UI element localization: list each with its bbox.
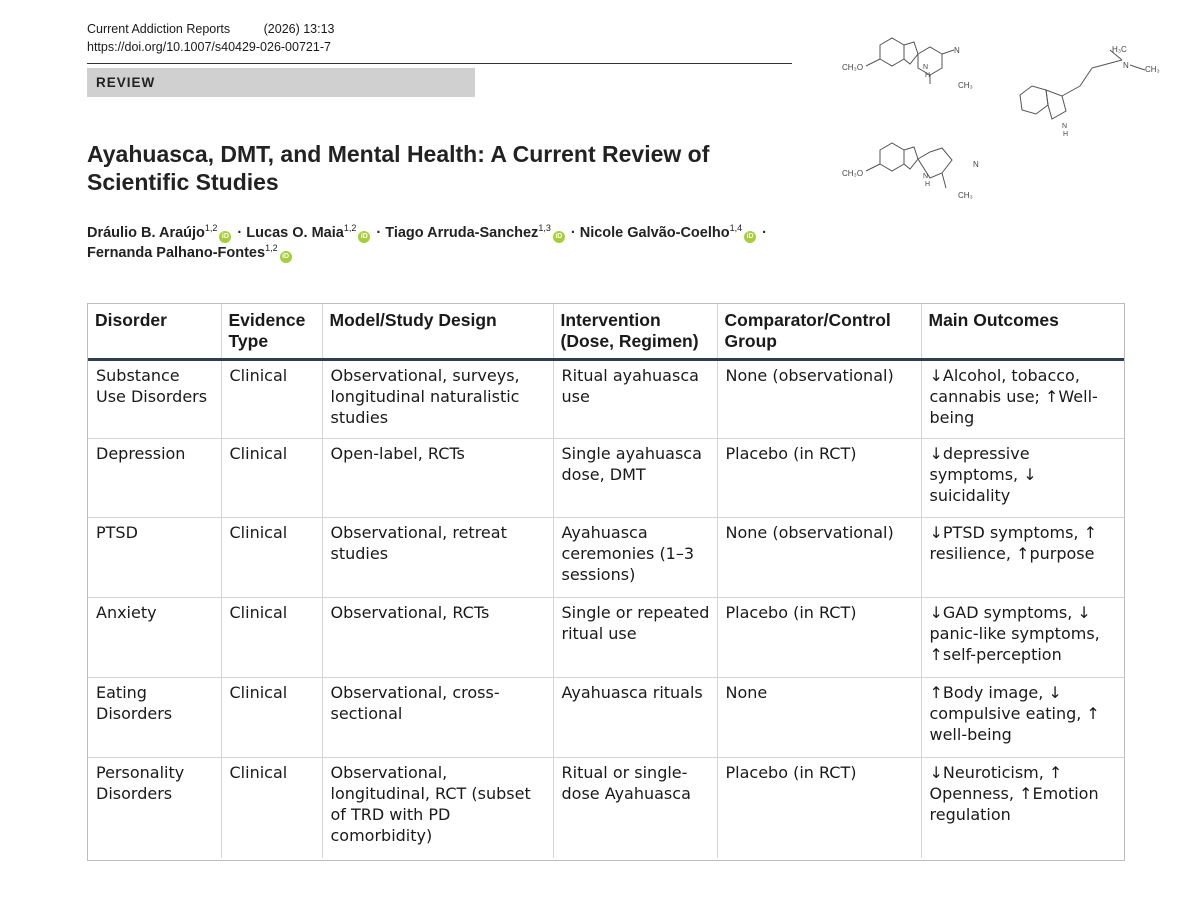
table-cell: Single or repeated ritual use — [553, 598, 717, 678]
table-cell: Placebo (in RCT) — [717, 598, 921, 678]
table-cell: Clinical — [221, 678, 322, 758]
harmaline-methyl-label: CH₃ — [958, 191, 973, 200]
dmt-methyl-top-label: H₃C — [1112, 45, 1127, 54]
harmine-n-label: N — [954, 46, 960, 55]
table-row — [88, 439, 1124, 518]
column-header: Comparator/Control Group — [717, 304, 921, 360]
table-cell: ↓Alcohol, tobacco, cannabis use; ↑Well-being — [921, 360, 1124, 439]
table-cell: ↑Body image, ↓ compulsive eating, ↑ well-being — [921, 678, 1124, 758]
column-header: Disorder — [88, 304, 221, 360]
author-list — [87, 223, 787, 263]
author-affiliation: 1,2 — [343, 223, 357, 234]
orcid-icon[interactable]: iD — [744, 231, 756, 243]
column-header: Model/Study Design — [322, 304, 553, 360]
table-cell: Depression — [96, 444, 186, 463]
dmt-n-label: N — [1123, 61, 1129, 70]
author-affiliation: 1,2 — [265, 243, 278, 254]
article-title: Ayahuasca, DMT, and Mental Health: A Current Review of Scientific Studies — [87, 141, 710, 195]
harmaline-methoxy-label: CH₃O — [842, 169, 864, 178]
table-cell: Open-label, RCTs — [322, 439, 553, 518]
header-divider — [87, 63, 792, 64]
table-body — [88, 360, 1124, 858]
table-row — [88, 758, 1124, 858]
table-cell: Ayahuasca rituals — [553, 678, 717, 758]
author — [87, 245, 294, 261]
author-affiliation: 1,3 — [538, 223, 551, 234]
harmine-methoxy-label: CH₃O — [842, 63, 864, 72]
chemical-structures — [830, 10, 1200, 210]
author — [385, 225, 567, 241]
table-cell: Anxiety — [96, 603, 157, 622]
table-cell: Substance Use Disorders — [96, 366, 208, 406]
harmaline-structure — [842, 143, 979, 200]
table-row — [88, 678, 1124, 758]
table-cell: Placebo (in RCT) — [717, 758, 921, 858]
table-cell: ↓GAD symptoms, ↓ panic-like symptoms, ↑self-perception — [921, 598, 1124, 678]
table-cell: None — [717, 678, 921, 758]
dmt-h-label: H — [1063, 131, 1069, 138]
table-cell: Placebo (in RCT) — [717, 439, 921, 518]
author-separator: · — [372, 225, 386, 241]
author-separator: · — [758, 225, 767, 241]
table-header-row — [88, 304, 1124, 360]
table-cell: ↓Neuroticism, ↑ Openness, ↑Emotion regulation — [921, 758, 1124, 858]
column-header: Evidence Type — [221, 304, 322, 360]
table-cell: Observational, cross-sectional — [322, 678, 553, 758]
orcid-icon[interactable]: iD — [280, 251, 292, 263]
harmine-structure — [842, 38, 973, 90]
table-cell: Ayahuasca ceremonies (1–3 sessions) — [553, 518, 717, 598]
author-affiliation: 1,2 — [204, 223, 218, 234]
table-cell: Observational, RCTs — [322, 598, 553, 678]
section-label: REVIEW — [87, 68, 475, 97]
author-separator: · — [233, 225, 247, 241]
author-name: Dráulio B. Araújo — [87, 225, 205, 241]
author-affiliation: 1,4 — [729, 223, 743, 234]
table-cell: ↓PTSD symptoms, ↑ resilience, ↑purpose — [921, 518, 1124, 598]
author — [580, 225, 758, 241]
doi-link[interactable]: https://doi.org/10.1007/s40429-026-00721-7 — [87, 40, 331, 54]
table-cell: Observational, retreat studies — [322, 518, 553, 598]
table-row — [88, 360, 1124, 439]
table-cell: Clinical — [221, 439, 322, 518]
journal-info — [87, 20, 335, 56]
table-cell: Eating Disorders — [96, 683, 173, 723]
table-cell: None (observational) — [717, 518, 921, 598]
orcid-icon[interactable]: iD — [358, 231, 370, 243]
table-cell: Observational, surveys, longitudinal naturalistic studies — [322, 360, 553, 439]
table-cell: ↓depressive symptoms, ↓ suicidality — [921, 439, 1124, 518]
table-cell: Clinical — [221, 598, 322, 678]
table-cell: None (observational) — [717, 360, 921, 439]
table-cell: Clinical — [221, 360, 322, 439]
author-separator: · — [566, 225, 580, 241]
harmine-methyl-label: CH₃ — [958, 81, 973, 90]
harmine-h-label: H — [925, 72, 931, 79]
table-cell: Ritual or single-dose Ayahuasca — [553, 758, 717, 858]
table-row — [88, 598, 1124, 678]
harmaline-h-label: H — [925, 181, 931, 188]
table-cell: Observational, longitudinal, RCT (subset of TRD with PD comorbidity) — [322, 758, 553, 858]
column-header: Intervention (Dose, Regimen) — [553, 304, 717, 360]
author-name: Fernanda Palhano-Fontes — [87, 245, 266, 261]
table-cell: Clinical — [221, 758, 322, 858]
harmaline-nh-label: N — [923, 173, 929, 180]
author-name: Tiago Arruda-Sanchez — [385, 225, 539, 241]
author — [246, 225, 372, 241]
orcid-icon[interactable]: iD — [219, 231, 231, 243]
author-name: Nicole Galvão-Coelho — [579, 225, 730, 241]
table-cell: PTSD — [96, 523, 138, 542]
dmt-methyl-right-label: CH₃ — [1145, 65, 1160, 74]
author-name: Lucas O. Maia — [246, 225, 344, 241]
harmaline-n-label: N — [973, 160, 979, 169]
table-row — [88, 518, 1124, 598]
journal-name: Current Addiction Reports — [87, 22, 231, 36]
dmt-structure — [1020, 45, 1160, 138]
table-cell: Single ayahuasca dose, DMT — [553, 439, 717, 518]
harmine-nh-label: N — [923, 64, 929, 71]
author — [87, 225, 233, 241]
summary-table — [87, 303, 1125, 861]
column-header: Main Outcomes — [921, 304, 1124, 360]
table-cell: Ritual ayahuasca use — [553, 360, 717, 439]
dmt-nh-label: N — [1062, 123, 1068, 130]
journal-year-volume: (2026) 13:13 — [263, 22, 335, 36]
orcid-icon[interactable]: iD — [553, 231, 565, 243]
table-cell: Clinical — [221, 518, 322, 598]
table-cell: Personality Disorders — [96, 763, 185, 803]
